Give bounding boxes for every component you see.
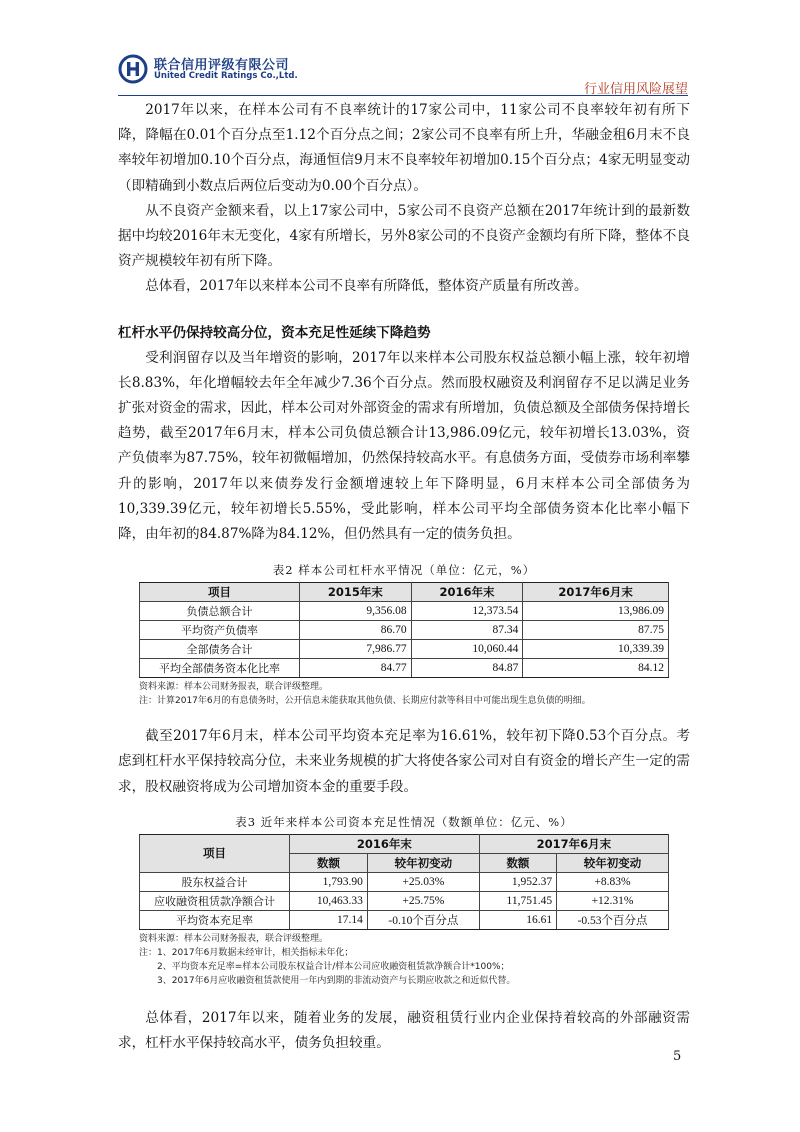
main-content — [118, 98, 690, 1056]
table-cell-label: 平均资本充足率 — [140, 910, 290, 929]
table-cell-label: 负债总额合计 — [140, 602, 300, 621]
paragraph-npl-ratio: 2017年以来，在样本公司有不良率统计的17家公司中，11家公司不良率较年初有所下降，降幅在0.01个百分点至1.12个百分点之间；2家公司不良率有所上升，华融金租6月末不良率较年初增加0.10个百分点，海通恒信9月末不良率较年初增加0.15个百分点；4家无明显变动（即精确到小数点后两位后变动为0.00个百分点）。 — [118, 102, 691, 194]
table-cell-label: 股东权益合计 — [140, 872, 290, 891]
table-cell: +25.75% — [367, 891, 479, 910]
table-cell: -0.53个百分点 — [557, 910, 669, 929]
table-cell: 87.75 — [523, 621, 669, 640]
table-capital-adequacy — [139, 834, 669, 930]
table-row — [140, 621, 669, 640]
page-number: 5 — [673, 1049, 682, 1064]
table-cell: 9,356.08 — [300, 602, 412, 621]
table3-source: 资料来源：样本公司财务报表，联合评级整理。 — [139, 933, 329, 944]
paragraph-capital-adequacy: 截至2017年6月末，样本公司平均资本充足率为16.61%，较年初下降0.53个百分点。考虑到杠杆水平保持较高分位，未来业务规模的扩大将使各家公司对自有资金的增长产生一定的需求，股权融资将成为公司增加资本金的重要手段。 — [118, 728, 690, 795]
table-row — [140, 910, 669, 929]
table-cell: 1,952.37 — [479, 872, 556, 891]
table-header-cell: 项目 — [140, 834, 290, 872]
table2-source: 资料来源：样本公司财务报表，联合评级整理。 — [139, 682, 329, 693]
table-header-cell: 项目 — [140, 583, 300, 602]
table-cell: 84.12 — [523, 659, 669, 678]
section-title-leverage: 杠杆水平仍保持较高分位，资本充足性延续下降趋势 — [118, 324, 431, 341]
table-header-cell: 2016年末 — [411, 583, 523, 602]
table3-note: 3、2017年6月应收融资租赁款使用一年内到期的非流动资产与长期应收款之和近似代替。 — [157, 975, 516, 986]
table-cell: 1,793.90 — [290, 872, 368, 891]
company-logo — [118, 52, 318, 88]
table-cell: 84.77 — [300, 659, 412, 678]
report-type-label: 行业信用风险展望 — [583, 82, 688, 97]
paragraph-npl-amount: 从不良资产金额来看，以上17家公司中，5家公司不良资产总额在2017年统计到的最新数据中均较2016年末无变化，4家有所增长，另外8家公司的不良资产金额均有所下降，整体不良资产规模较年初有所下降。 — [118, 202, 690, 270]
table-cell: 10,463.33 — [290, 891, 368, 910]
table-header-cell: 较年初变动 — [367, 853, 479, 872]
company-name-cn: 联合信用评级有限公司 — [154, 58, 290, 73]
table-cell: +8.83% — [557, 872, 669, 891]
table-cell-label: 全部债务合计 — [140, 640, 300, 659]
table-cell: 13,986.09 — [523, 602, 669, 621]
table-row — [140, 872, 669, 891]
table2-note: 注：计算2017年6月的有息债务时，公开信息未能获取其他负债、长期应付款等科目中可能出现生息负债的明细。 — [139, 696, 591, 707]
table-cell-label: 应收融资租赁款净额合计 — [140, 891, 290, 910]
paragraph-leverage: 受利润留存以及当年增资的影响，2017年以来样本公司股东权益总额小幅上涨，较年初增长8.83%，年化增幅较去年全年减少7.36个百分点。然而股权融资及利润留存不足以满足业务扩张对资金的需求，因此，样本公司对外部资金的需求有所增加，负债总额及全部债务保持增长趋势，截至2017年6月末，样本公司负债总额合计13,986.09亿元，较年初增长13.03%，资产负债率为87.75%，较年初微幅增加，仍然保持较高水平。有息债务方面，受债券市场利率攀升的影响，2017年以来债券发行金额增速较上年下降明显，6月末样本公司全部债务为10,339.39亿元，较年初增长5.55%，受此影响，样本公司平均全部债务资本化比率小幅下降，由年初的84.87%降为84.12%，但仍然具有一定的债务负担。 — [118, 349, 690, 543]
table-header-cell: 2017年6月末 — [523, 583, 669, 602]
table-leverage — [139, 582, 669, 678]
table-cell-label: 平均资产负债率 — [140, 621, 300, 640]
table2-caption: 表2 样本公司杠杆水平情况（单位：亿元，%） — [272, 563, 536, 578]
table-cell: 7,986.77 — [300, 640, 412, 659]
header-divider — [118, 95, 688, 96]
table-cell: 16.61 — [479, 910, 556, 929]
table-header-cell: 数额 — [290, 853, 368, 872]
table-header-cell: 2016年末 — [290, 834, 480, 853]
table3-note: 2、平均资本充足率=样本公司股东权益合计/样本公司应收融资租赁款净额合计*100%； — [157, 961, 510, 972]
table-cell: 10,339.39 — [523, 640, 669, 659]
table-row — [140, 891, 669, 910]
table-row — [140, 659, 669, 678]
table-cell-label: 平均全部债务资本化比率 — [140, 659, 300, 678]
table-cell: 17.14 — [290, 910, 368, 929]
company-name-en: United Credit Ratings Co.,Ltd. — [154, 71, 298, 81]
table-header-cell: 数额 — [479, 853, 556, 872]
table-cell: 84.87 — [411, 659, 523, 678]
table-cell: +12.31% — [557, 891, 669, 910]
table-row — [140, 602, 669, 621]
page-header — [118, 52, 688, 96]
table-header-cell: 2015年末 — [300, 583, 412, 602]
table-cell: -0.10个百分点 — [367, 910, 479, 929]
table-header-row — [140, 834, 669, 853]
ucr-logo-icon — [118, 54, 148, 84]
paragraph-asset-quality-summary: 总体看，2017年以来样本公司不良率有所降低，整体资产质量有所改善。 — [145, 278, 588, 295]
table-cell: 12,373.54 — [411, 602, 523, 621]
table-cell: 86.70 — [300, 621, 412, 640]
table-cell: 10,060.44 — [411, 640, 523, 659]
table3-note: 注：1、2017年6月数据未经审计，相关指标未年化； — [139, 947, 354, 958]
table-row — [140, 640, 669, 659]
table-header-row — [140, 583, 669, 602]
table-cell: 11,751.45 — [479, 891, 556, 910]
table-header-cell: 2017年6月末 — [479, 834, 668, 853]
table-header-cell: 较年初变动 — [557, 853, 669, 872]
table-cell: +25.03% — [367, 872, 479, 891]
table3-caption: 表3 近年来样本公司资本充足性情况（数额单位：亿元、%） — [235, 814, 573, 829]
table-cell: 87.34 — [411, 621, 523, 640]
paragraph-conclusion: 总体看，2017年以来，随着业务的发展，融资租赁行业内企业保持着较高的外部融资需求，杠杆水平保持较高水平，债务负担较重。 — [118, 1009, 690, 1052]
